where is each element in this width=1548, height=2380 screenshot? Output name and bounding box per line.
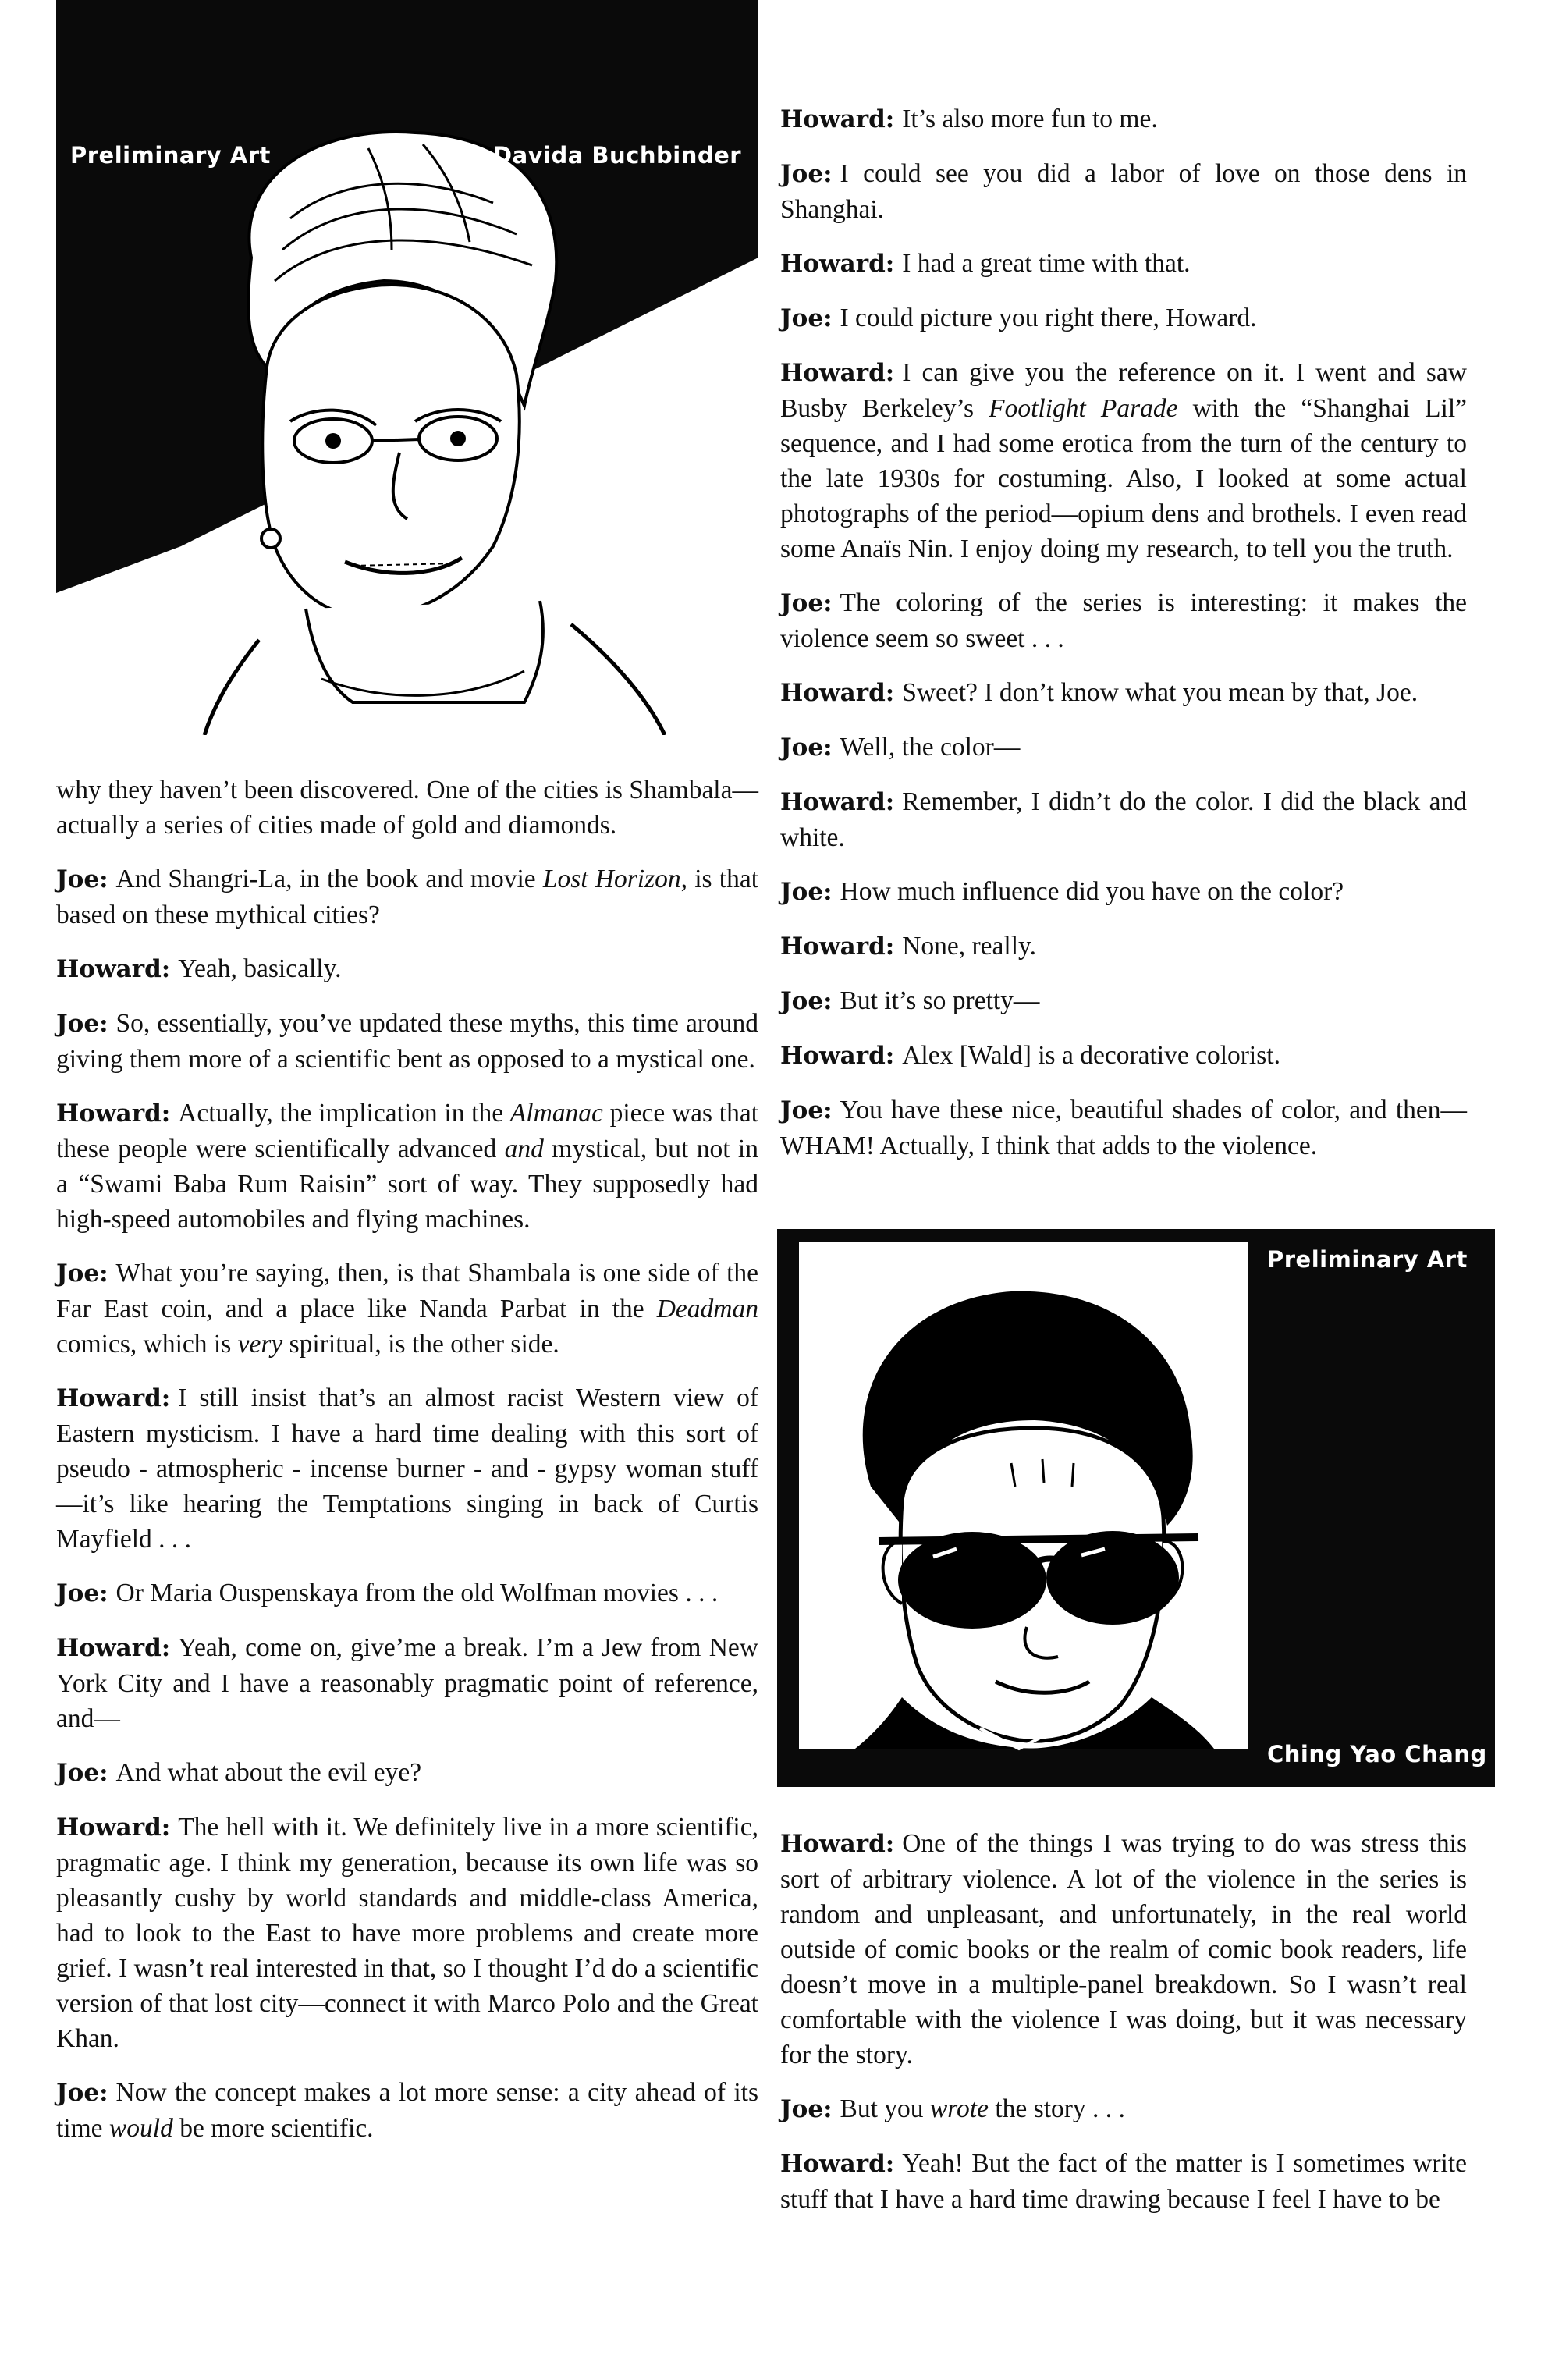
art-label-artist: Davida Buchbinder (493, 142, 742, 169)
italic-text: Almanac (509, 1099, 603, 1128)
speaker-label: Howard: (56, 1813, 171, 1842)
interview-paragraph (780, 784, 1467, 855)
interview-paragraph (780, 929, 1467, 964)
interview-paragraph (780, 983, 1467, 1019)
paragraph-text: spiritual, is the other side. (282, 1330, 559, 1359)
speaker-label: Joe: (56, 1579, 108, 1607)
paragraph-text: The hell with it. We definitely live in a more scientific, pragmatic age. I think my generation, because its own life was so pleasantly cushy by world standards and middle-class America, had to look to the East to have more problems and create more grief. I wasn’t real interested in that, so I thought I’d do a scientific version of that lost city—connect it with Marco Polo and the Great Khan. (56, 1813, 758, 2053)
interview-paragraph (56, 1810, 758, 2056)
interview-paragraph (56, 1006, 758, 1077)
speaker-label: Howard: (780, 105, 895, 133)
interview-paragraph (780, 874, 1467, 910)
speaker-label: Joe: (56, 1259, 108, 1288)
interview-paragraph (780, 1038, 1467, 1074)
interview-paragraph (56, 1575, 758, 1611)
paragraph-text: One of the things I was trying to do was stress this sort of arbitrary violence. A lot of the violence in the series is random and unpleasant, and unfortunately, in the real world outside of comic books or the realm of comic book readers, life doesn’t move in a multiple-panel breakdown. So I wasn’t real comfortable with the violence I was doing, but it was necessary for the story. (780, 1829, 1467, 2069)
interview-paragraph (56, 1630, 758, 1736)
art-label-preliminary: Preliminary Art (1267, 1246, 1468, 1273)
preliminary-art-panel-bottom (777, 1229, 1495, 1787)
paragraph-text: I could picture you right there, Howard. (840, 304, 1257, 332)
paragraph-text: And what about the evil eye? (115, 1758, 422, 1787)
paragraph-text: Actually, the implication in the (178, 1099, 510, 1128)
interview-paragraph (56, 1096, 758, 1237)
speaker-label: Howard: (780, 1830, 895, 1858)
paragraph-text: mystical, but not in a “Swami Baba Rum Raisin” sort of way. They supposedly had high-speed automobiles and flying machines. (56, 1135, 758, 1234)
paragraph-text: the story . . . (989, 2094, 1125, 2123)
paragraph-text: piece was that these people were scientifically advanced (56, 1099, 759, 1163)
speaker-label: Joe: (56, 1010, 108, 1038)
paragraph-text: Yeah! But the fact of the matter is I sometimes write stuff that I have a hard time drawing because I feel I have to be (780, 2149, 1467, 2214)
paragraph-text: comics, which is (56, 1330, 238, 1359)
interview-paragraph (780, 156, 1467, 227)
woman-portrait-illustration (56, 0, 758, 735)
speaker-label: Howard: (56, 955, 171, 983)
speaker-label: Howard: (56, 1384, 171, 1412)
paragraph-text: Alex [Wald] is a decorative colorist. (902, 1041, 1280, 1070)
art-label-preliminary: Preliminary Art (70, 142, 271, 169)
interview-paragraph (56, 2075, 758, 2146)
paragraph-text: I can give you the reference on it. I went and saw Busby Berkeley’s (780, 358, 1467, 423)
italic-text: Lost Horizon (542, 865, 681, 893)
speaker-label: Joe: (780, 2095, 833, 2123)
speaker-label: Joe: (56, 865, 108, 893)
interview-paragraph (56, 1380, 758, 1557)
paragraph-text: Well, the color— (840, 733, 1021, 762)
paragraph-text: What you’re saying, then, is that Shambala is one side of the Far East coin, and a place like Nanda Parbat in the (56, 1259, 758, 1323)
preliminary-art-panel-top (56, 0, 758, 735)
speaker-label: Joe: (780, 987, 833, 1015)
interview-paragraph (780, 675, 1467, 711)
interview-paragraph (56, 951, 758, 987)
interview-paragraph (780, 2091, 1467, 2127)
paragraph-text: Remember, I didn’t do the color. I did the black and white. (780, 787, 1467, 852)
interview-paragraph (780, 1826, 1467, 2073)
paragraph-text: Yeah, come on, give’me a break. I’m a Jew from New York City and I have a reasonably pragmatic point of reference, and— (56, 1633, 758, 1733)
italic-text: wrote (929, 2094, 989, 2123)
italic-text: and (504, 1135, 544, 1163)
paragraph-text: None, really. (902, 932, 1036, 961)
italic-text: Footlight Parade (989, 394, 1178, 423)
interview-left-column (56, 773, 758, 2165)
speaker-label: Howard: (56, 1634, 171, 1662)
speaker-label: Howard: (780, 679, 895, 707)
interview-right-column (780, 101, 1467, 1182)
paragraph-text: I had a great time with that. (902, 249, 1191, 278)
paragraph-text: But you (840, 2094, 930, 2123)
speaker-label: Howard: (780, 788, 895, 816)
man-sunglasses-illustration (777, 1229, 1495, 1787)
speaker-label: Joe: (780, 160, 833, 188)
paragraph-text: So, essentially, you’ve updated these myths, this time around giving them more of a scientific bent as opposed to a mystical one. (56, 1009, 758, 1074)
interview-paragraph (780, 1092, 1467, 1163)
interview-paragraph (780, 585, 1467, 656)
speaker-label: Howard: (780, 932, 895, 961)
paragraph-text: And Shangri-La, in the book and movie (115, 865, 543, 893)
italic-text: very (237, 1330, 283, 1359)
paragraph-text: Now the concept makes a lot more sense: a city ahead of its time (56, 2078, 758, 2143)
interview-paragraph (56, 773, 758, 843)
paragraph-text: Sweet? I don’t know what you mean by that, Joe. (902, 678, 1418, 707)
paragraph-text: It’s also more fun to me. (902, 105, 1158, 133)
paragraph-text: Or Maria Ouspenskaya from the old Wolfman movies . . . (115, 1579, 719, 1607)
interview-paragraph (780, 300, 1467, 336)
interview-paragraph (780, 101, 1467, 137)
speaker-label: Joe: (780, 304, 833, 332)
speaker-label: Joe: (56, 1759, 108, 1787)
interview-paragraph (56, 1256, 758, 1362)
paragraph-text: You have these nice, beautiful shades of color, and then—WHAM! Actually, I think that adds to the violence. (780, 1096, 1467, 1160)
speaker-label: Howard: (780, 250, 895, 278)
italic-text: would (108, 2114, 173, 2143)
paragraph-text: I still insist that’s an almost racist Western view of Eastern mysticism. I have a hard time dealing with this sort of pseudo - atmospheric - incense burner - and - gypsy woman stuff—it’s like hearing the Temptations singing in back of Curtis Mayfield . . . (56, 1384, 758, 1554)
speaker-label: Joe: (56, 2079, 108, 2107)
speaker-label: Joe: (780, 878, 833, 906)
speaker-label: Howard: (780, 1042, 895, 1070)
paragraph-text: why they haven’t been discovered. One of the cities is Shambala—actually a series of cities made of gold and diamonds. (56, 776, 758, 840)
paragraph-text: , is that based on these mythical cities? (56, 865, 758, 929)
interview-paragraph (56, 1755, 758, 1791)
paragraph-text: I could see you did a labor of love on those dens in Shanghai. (780, 159, 1467, 224)
speaker-label: Joe: (780, 589, 833, 617)
paragraph-text: Yeah, basically. (178, 954, 342, 983)
paragraph-text: How much influence did you have on the color? (840, 877, 1344, 906)
interview-paragraph (780, 730, 1467, 766)
speaker-label: Joe: (780, 734, 833, 762)
speaker-label: Joe: (780, 1096, 833, 1124)
paragraph-text: The coloring of the series is interesting: it makes the violence seem so sweet . . . (780, 588, 1467, 653)
paragraph-text: be more scientific. (172, 2114, 374, 2143)
paragraph-text: But it’s so pretty— (840, 986, 1040, 1015)
interview-right-column-continued (780, 1826, 1467, 2236)
interview-paragraph (56, 861, 758, 932)
paragraph-text: with the “Shanghai Lil” sequence, and I had some erotica from the turn of the century to the late 1930s for costuming. Also, I looked at some actual photographs of the period—opium dens and brothels. I even read some Anaïs Nin. I enjoy doing my research, to tell you the truth. (780, 394, 1468, 563)
speaker-label: Howard: (780, 2150, 895, 2178)
interview-paragraph (780, 2146, 1467, 2217)
interview-paragraph (780, 355, 1467, 567)
italic-text: Deadman (656, 1295, 758, 1323)
art-label-artist: Ching Yao Chang (1267, 1741, 1487, 1767)
interview-paragraph (780, 246, 1467, 282)
speaker-label: Howard: (56, 1099, 171, 1128)
speaker-label: Howard: (780, 359, 895, 387)
